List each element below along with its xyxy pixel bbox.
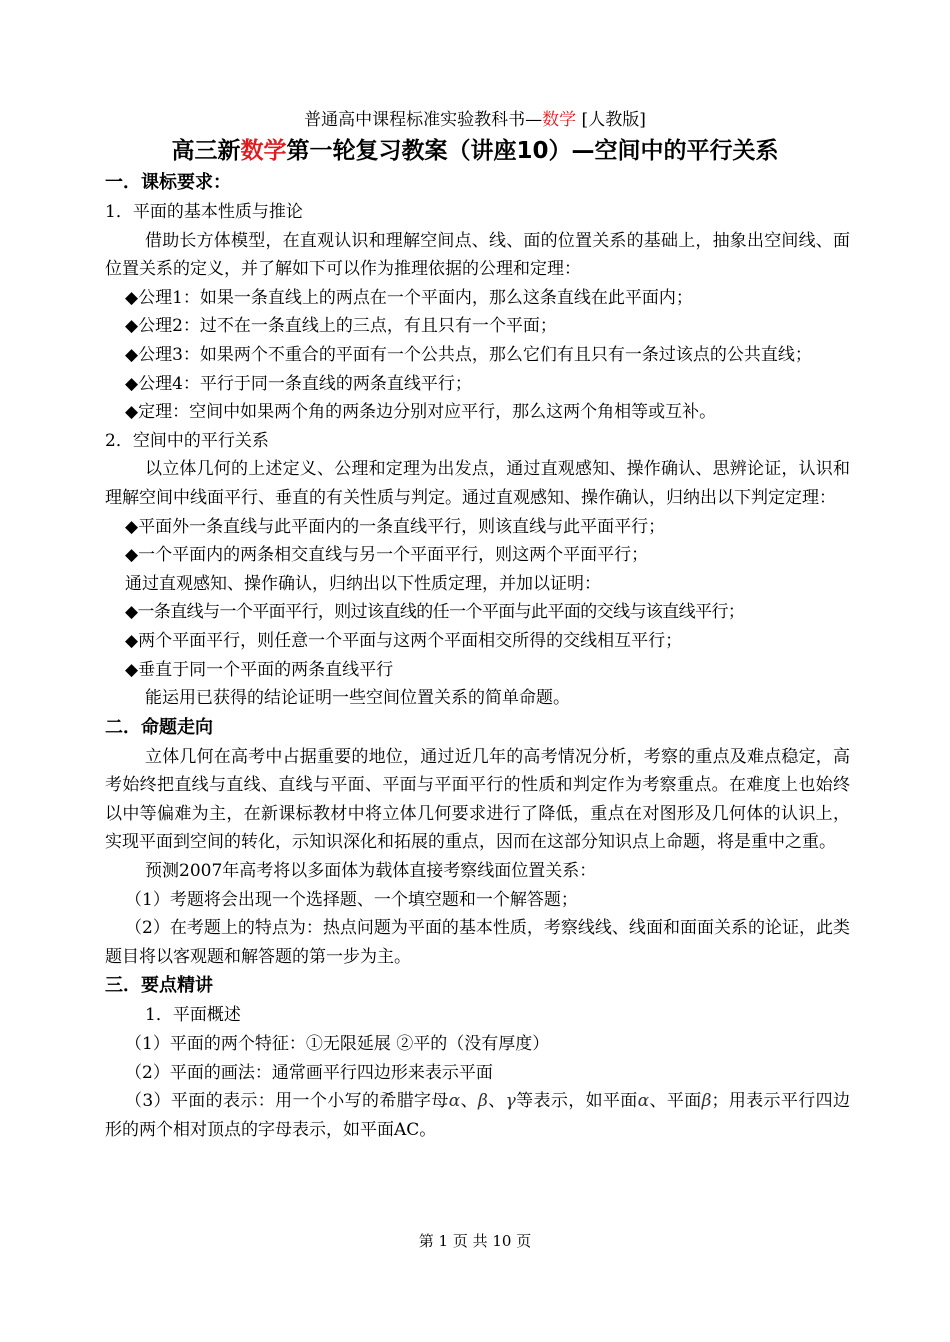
paragraph: 借助长方体模型，在直观认识和理解空间点、线、面的位置关系的基础上，抽象出空间线、面位置关系的定义，并了解如下可以作为推理依据的公理和定理： <box>105 230 850 280</box>
subheading-parallel-relations: 2．空间中的平行关系 <box>105 430 269 451</box>
section-heading-1: 一．课标要求： <box>105 172 231 193</box>
subheading-plane-properties: 1．平面的基本性质与推论 <box>105 202 303 222</box>
text-segment: （3）平面的表示：用一个小写的希腊字母 <box>125 1091 449 1112</box>
page-header <box>0 107 950 133</box>
greek-beta: β <box>701 1091 712 1112</box>
document-title <box>0 134 950 168</box>
separator: 、 <box>460 1091 478 1112</box>
section-heading-3: 三．要点精讲 <box>105 975 213 997</box>
greek-alpha: α <box>448 1091 461 1112</box>
bullet-item: ◆垂直于同一个平面的两条直线平行 <box>125 659 394 680</box>
paragraph: （1）平面的两个特征：①无限延展 ②平的（没有厚度） <box>125 1034 550 1055</box>
paragraph-plane-notation <box>105 1087 850 1144</box>
header-suffix: [人教版] <box>576 110 646 130</box>
paragraph: 通过直观感知、操作确认，归纳出以下性质定理，并加以证明： <box>125 573 601 594</box>
paragraph: 预测2007年高考将以多面体为载体直接考察线面位置关系： <box>145 861 597 882</box>
text-segment: 等表示，如平面 <box>515 1091 638 1112</box>
section-heading-2: 二．命题走向 <box>105 716 213 738</box>
text-segment: ；用表示平行四边形的两个相对顶点的字母表示，如平面AC。 <box>105 1091 851 1140</box>
greek-alpha: α <box>637 1091 650 1112</box>
greek-beta: β <box>478 1091 488 1112</box>
bullet-item: ◆定理：空间中如果两个角的两条边分别对应平行，那么这两个角相等或互补。 <box>125 402 717 423</box>
paragraph: （2）在考题上的特点为：热点问题为平面的基本性质，考察线线、线面和面面关系的论证，此类题目将以客观题和解答题的第一步为主。 <box>105 918 850 967</box>
bullet-item: ◆公理1：如果一条直线上的两点在一个平面内，那么这条直线在此平面内； <box>125 287 693 308</box>
separator: 、 <box>487 1091 506 1112</box>
bullet-item: ◆公理2：过不在一条直线上的三点，有且只有一个平面； <box>125 316 557 337</box>
paragraph: 立体几何在高考中占据重要的地位，通过近几年的高考情况分析，考察的重点及难点稳定，高考始终把直线与直线、直线与平面、平面与平面平行的性质和判定作为考察重点。在难度上也始终以中等偏难为主，在新课标教材中将立体几何要求进行了降低，重点在对图形及几何体的认识上，实现平面到空间的转化，示知识深化和拓展的重点，因而在这部分知识点上命题，将是重中之重。 <box>105 746 850 853</box>
title-suffix: 第一轮复习教案（讲座10）—空间中的平行关系 <box>286 138 779 164</box>
bullet-item: ◆平面外一条直线与此平面内的一条直线平行，则该直线与此平面平行； <box>125 516 666 537</box>
header-prefix: 普通高中课程标准实验教科书— <box>304 110 543 130</box>
title-subject: 数学 <box>240 138 287 164</box>
paragraph: （2）平面的画法：通常画平行四边形来表示平面 <box>125 1062 493 1083</box>
title-prefix: 高三新 <box>171 138 241 164</box>
bullet-item: ◆两个平面平行，则任意一个平面与这两个平面相交所得的交线相互平行； <box>125 630 683 651</box>
paragraph: 能运用已获得的结论证明一些空间位置关系的简单命题。 <box>145 688 570 709</box>
header-subject: 数学 <box>542 110 577 130</box>
paragraph: 以立体几何的上述定义、公理和定理为出发点，通过直观感知、操作确认、思辨论证，认识和理解空间中线面平行、垂直的有关性质与判定。通过直观感知、操作确认，归纳出以下判定定理： <box>105 459 850 508</box>
bullet-item: ◆一个平面内的两条相交直线与另一个平面平行，则这两个平面平行； <box>125 545 649 566</box>
text-segment: 、平面 <box>649 1091 702 1112</box>
paragraph: （1）考题将会出现一个选择题、一个填空题和一个解答题； <box>125 889 578 910</box>
subheading-plane-overview: 1．平面概述 <box>145 1005 241 1026</box>
bullet-item: ◆一条直线与一个平面平行，则过该直线的任一个平面与此平面的交线与该直线平行； <box>125 602 745 623</box>
greek-gamma: γ <box>505 1091 516 1112</box>
bullet-item: ◆公理4：平行于同一条直线的两条直线平行； <box>125 373 472 394</box>
bullet-item: ◆公理3：如果两个不重合的平面有一个公共点，那么它们有且只有一条过该点的公共直线； <box>125 344 812 365</box>
document-body <box>105 168 850 1144</box>
page-footer: 第 1 页 共 10 页 <box>418 1232 532 1250</box>
